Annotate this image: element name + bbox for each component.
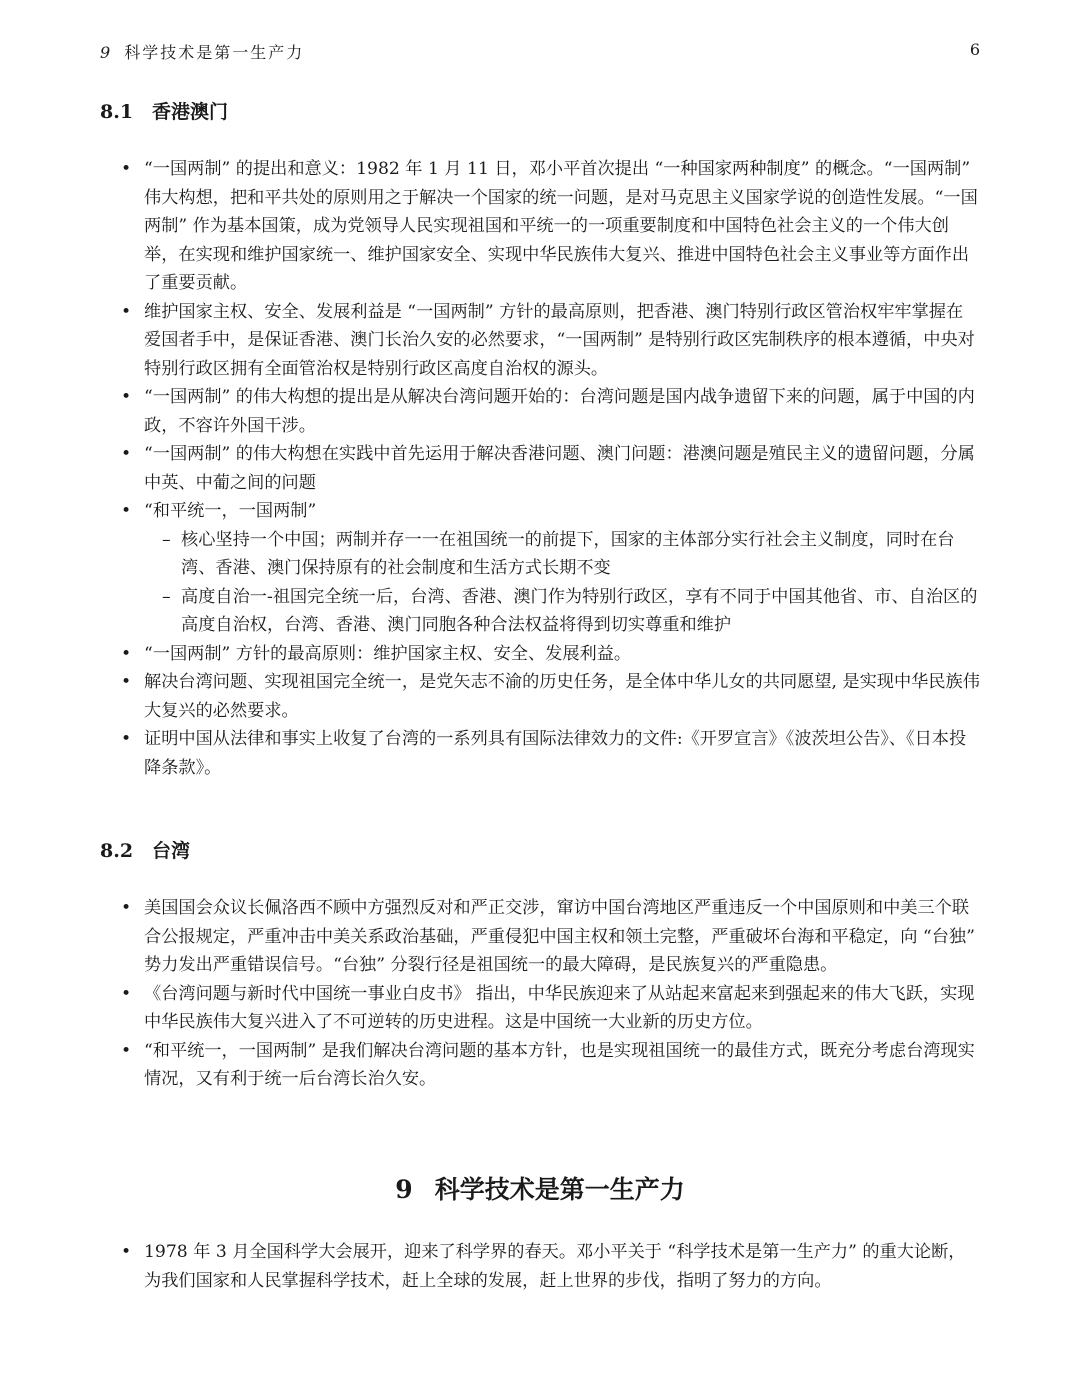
chapter-9-body xyxy=(100,1238,980,1295)
chapter-number: 9 xyxy=(395,1175,413,1204)
list-item: • 1978 年 3 月全国科学大会展开，迎来了科学界的春天。邓小平关于 “科学技术是第一生产力” 的重大论断，为我们国家和人民掌握科学技术，赶上全球的发展，赶上世界的步伐，指明了努力的方向。 xyxy=(100,1238,980,1295)
section-heading xyxy=(100,97,980,124)
list-item: • 美国国会众议长佩洛西不顾中方强烈反对和严正交涉，窜访中国台湾地区严重违反一个中国原则和中美三个联合公报规定，严重冲击中美关系政治基础，严重侵犯中国主权和领土完整，严重破坏台海和平稳定，向 “台独” 势力发出严重错误信号。“台独” 分裂行径是祖国统一的最大障碍，是民族复兴的严重隐患。 xyxy=(100,894,980,980)
list-item: • “一国两制” 的伟大构想的提出是从解决台湾问题开始的：台湾问题是国内战争遗留下来的问题，属于中国的内政，不容许外国干涉。 xyxy=(100,383,980,440)
header-chapter-title: 科学技术是第一生产力 xyxy=(124,43,305,62)
list-item: • 《台湾问题与新时代中国统一事业白皮书》 指出，中华民族迎来了从站起来富起来到强起来的伟大飞跃，实现中华民族伟大复兴进入了不可逆转的历史进程。这是中国统一大业新的历史方位。 xyxy=(100,980,980,1037)
running-header xyxy=(100,40,980,63)
chapter-heading xyxy=(100,1170,980,1206)
list-item: • “一国两制” 方针的最高原则：维护国家主权、安全、发展利益。 xyxy=(100,640,980,669)
section-number: 8.2 xyxy=(100,840,134,862)
bullet-list xyxy=(100,1238,980,1295)
list-item: • 解决台湾问题、实现祖国完全统一，是党矢志不渝的历史任务，是全体中华儿女的共同愿望, 是实现中华民族伟大复兴的必然要求。 xyxy=(100,668,980,725)
list-item: • 证明中国从法律和事实上收复了台湾的一系列具有国际法律效力的文件:《开罗宣言》《波茨坦公告》、《日本投降条款》。 xyxy=(100,725,980,782)
list-item-text: “和平统一，一国两制” xyxy=(144,501,317,521)
section-title: 台湾 xyxy=(152,840,191,862)
section-heading xyxy=(100,836,980,863)
sub-list-item: – 高度自治一-祖国完全统一后，台湾、香港、澳门作为特别行政区，享有不同于中国其他省、市、自治区的高度自治权，台湾、香港、澳门同胞各种合法权益将得到切实尊重和维护 xyxy=(144,583,980,640)
list-item: • 维护国家主权、安全、发展利益是 “一国两制” 方针的最高原则，把香港、澳门特别行政区管治权牢牢掌握在爱国者手中，是保证香港、澳门长治久安的必然要求，“一国两制” 是特别行政区宪制秩序的根本遵循，中央对特别行政区拥有全面管治权是特别行政区高度自治权的源头。 xyxy=(100,298,980,384)
bullet-list xyxy=(100,155,980,782)
section-title: 香港澳门 xyxy=(152,101,229,123)
sub-list xyxy=(144,526,980,640)
header-chapter-number: 9 xyxy=(100,43,111,62)
page-number: 6 xyxy=(969,40,980,59)
header-chapter xyxy=(100,40,304,63)
list-item: • “一国两制” 的提出和意义：1982 年 1 月 11 日，邓小平首次提出 “一种国家两种制度” 的概念。“一国两制” 伟大构想，把和平共处的原则用之于解决一个国家的统一问题，是对马克思主义国家学说的创造性发展。“一国两制” 作为基本国策，成为党领导人民实现祖国和平统一的一项重要制度和中国特色社会主义的一个伟大创举，在实现和维护国家统一、维护国家安全、实现中华民族伟大复兴、推进中国特色社会主义事业等方面作出了重要贡献。 xyxy=(100,155,980,298)
bullet-list xyxy=(100,894,980,1094)
section-8-2 xyxy=(100,836,980,1094)
section-number: 8.1 xyxy=(100,101,134,123)
list-item: • “和平统一，一国两制” 是我们解决台湾问题的基本方针，也是实现祖国统一的最佳方式，既充分考虑台湾现实情况，又有利于统一后台湾长治久安。 xyxy=(100,1037,980,1094)
list-item xyxy=(100,497,980,640)
list-item: • “一国两制” 的伟大构想在实践中首先运用于解决香港问题、澳门问题：港澳问题是殖民主义的遗留问题，分属中英、中葡之间的问题 xyxy=(100,440,980,497)
section-8-1 xyxy=(100,97,980,782)
sub-list-item: – 核心坚持一个中国；两制并存一一在祖国统一的前提下，国家的主体部分实行社会主义制度，同时在台湾、香港、澳门保持原有的社会制度和生活方式长期不变 xyxy=(144,526,980,583)
chapter-title: 科学技术是第一生产力 xyxy=(434,1175,685,1204)
